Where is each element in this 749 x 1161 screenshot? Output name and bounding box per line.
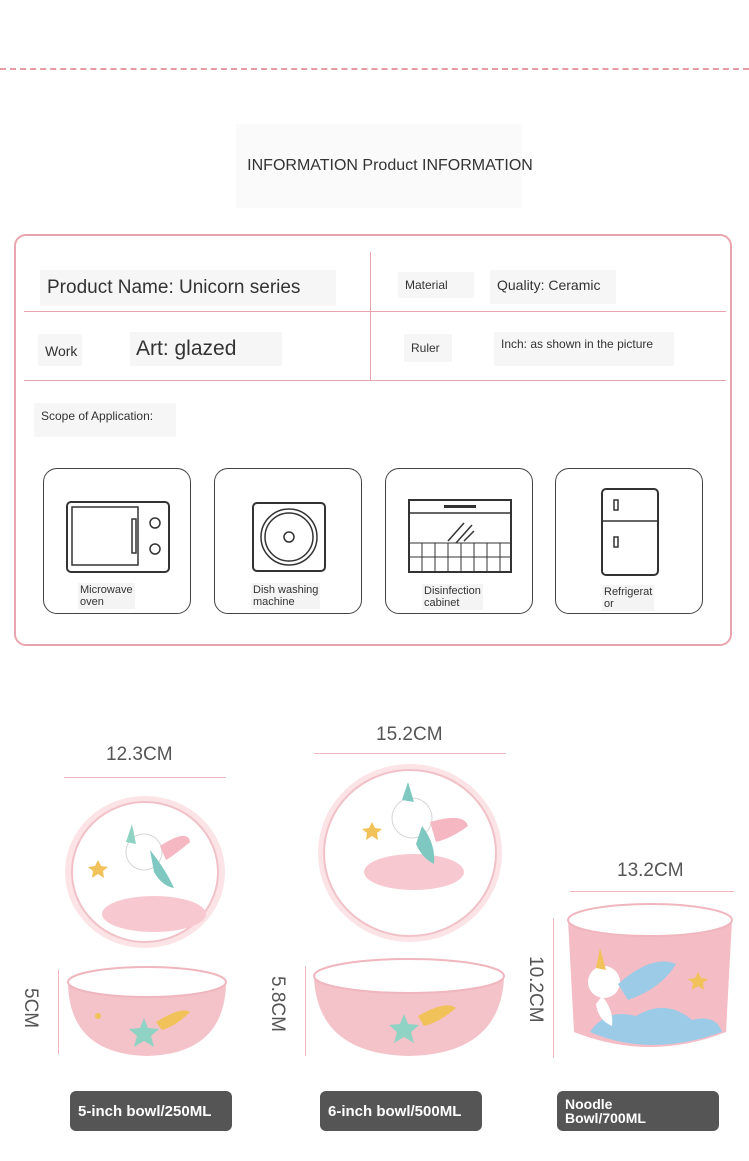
product-2-height-line [305, 966, 306, 1056]
product-3-label-pill [557, 1091, 719, 1131]
product-1-width: 12.3CM [106, 744, 173, 765]
application-label-line2: machine [253, 596, 295, 608]
top-dashed-divider [0, 68, 749, 70]
dishwasher-icon [251, 501, 327, 573]
product-3-label-line2: Bowl/700ML [565, 1110, 646, 1126]
product-3-height: 10.2CM [525, 956, 546, 1023]
application-label-line2: oven [80, 596, 104, 608]
application-dishwasher [214, 468, 362, 614]
product-name: Product Name: Unicorn series [47, 277, 301, 298]
application-refrigerator [555, 468, 703, 614]
application-label-line1: Microwave [80, 584, 133, 596]
info-divider-vertical [370, 252, 371, 380]
page-title: INFORMATION Product INFORMATION [247, 157, 533, 174]
work-label: Work [45, 343, 78, 359]
material-value: Quality: Ceramic [497, 277, 601, 293]
product-3-width-line [570, 891, 734, 892]
product-2-width-line [314, 753, 506, 754]
product-2-width: 15.2CM [376, 724, 443, 745]
ruler-value: Inch: as shown in the picture [501, 337, 654, 351]
product-1-label-pill [70, 1091, 232, 1131]
info-divider-row2 [24, 380, 726, 381]
product-3-label-line1: Noodle [565, 1096, 613, 1112]
application-label-line2: cabinet [424, 597, 460, 609]
application-microwave [43, 468, 191, 614]
noodle-bowl-view [566, 902, 734, 1060]
product-3-width: 13.2CM [617, 860, 684, 881]
application-label-line1: Disinfection [424, 585, 481, 597]
product-2-height: 5.8CM [267, 976, 288, 1032]
scope-label: Scope of Application: [41, 409, 154, 423]
product-1-height: 5CM [20, 988, 41, 1029]
application-disinfection-cabinet [385, 468, 533, 614]
application-label-line1: Dish washing [253, 584, 319, 596]
product-1-label: 5-inch bowl/250ML [78, 1102, 212, 1120]
product-3-height-line [553, 918, 554, 1058]
product-2-label-pill [320, 1091, 482, 1131]
product-1-height-line [58, 970, 59, 1054]
product-2-label: 6-inch bowl/500ML [328, 1102, 462, 1120]
info-divider-row1 [24, 311, 726, 312]
bowl-top-view-2 [316, 762, 504, 944]
disinfection-cabinet-icon [408, 499, 512, 573]
refrigerator-icon [600, 487, 660, 577]
work-value: Art: glazed [136, 337, 237, 360]
application-label-line1: Refrigerat [604, 586, 653, 598]
material-label: Material [405, 278, 448, 292]
bowl-top-view-1 [62, 794, 228, 950]
application-label-line2: or [604, 598, 614, 610]
microwave-icon [66, 501, 170, 573]
ruler-label: Ruler [411, 341, 440, 355]
product-1-width-line [64, 777, 226, 778]
bowl-side-view-2 [312, 956, 506, 1058]
bowl-side-view-1 [66, 964, 228, 1058]
